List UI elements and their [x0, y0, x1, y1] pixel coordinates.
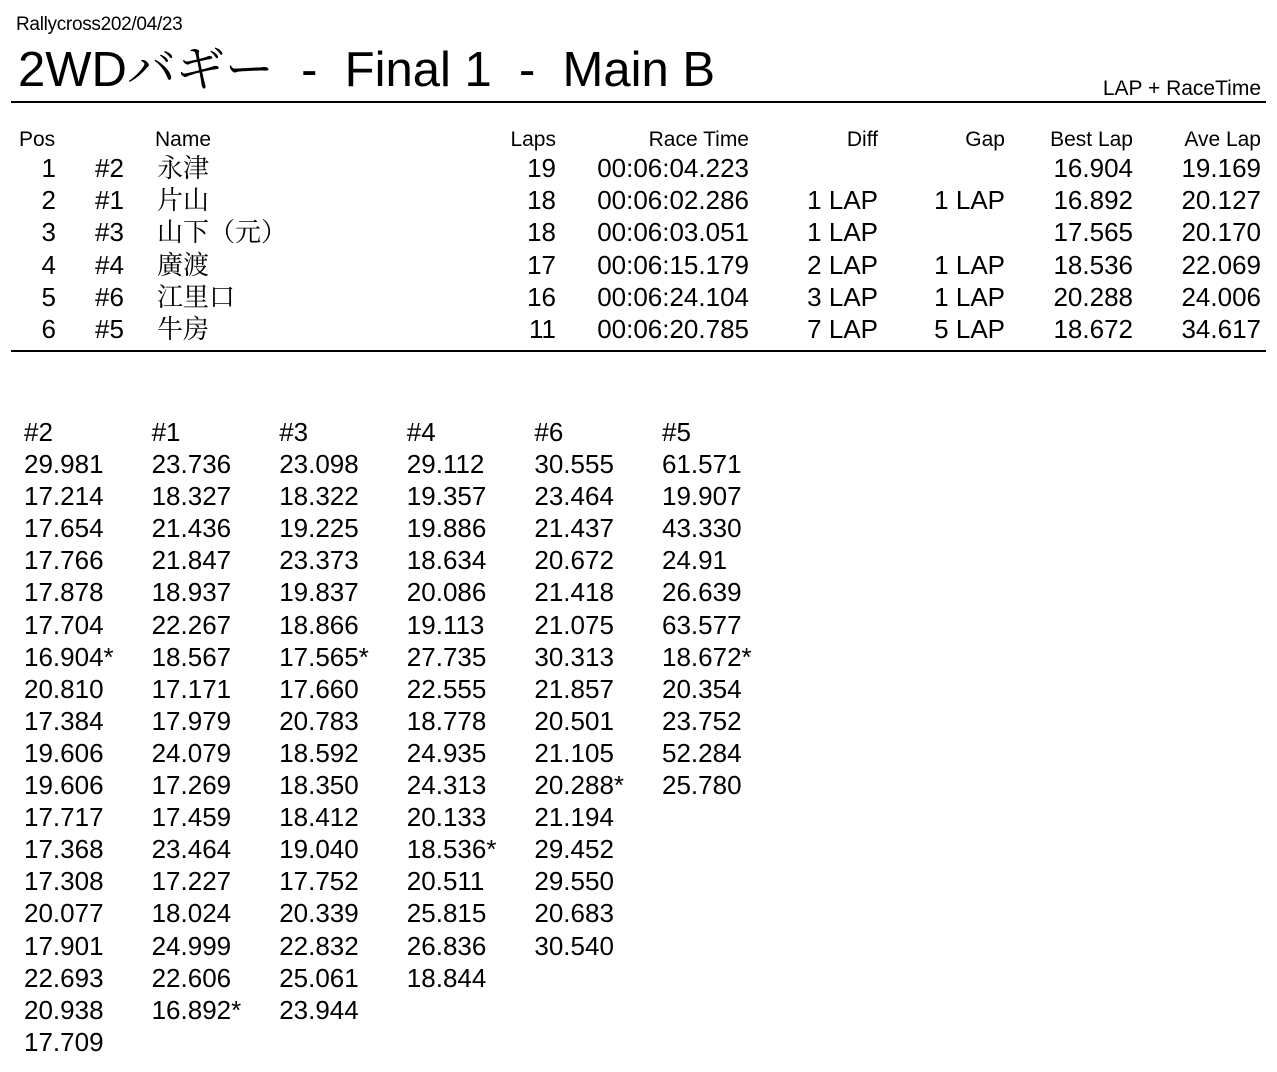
lap-time: 23.464 — [534, 481, 614, 512]
lap-time: 30.313 — [534, 641, 614, 672]
lap-time: 26.836 — [406, 930, 487, 961]
result-row — [0, 216, 1277, 248]
lap-time: 22.693 — [24, 962, 104, 993]
lap-time: 19.837 — [279, 577, 359, 608]
result-laps: 18 — [527, 217, 556, 248]
lap-time: 23.373 — [279, 545, 359, 576]
lap-time: 19.606 — [24, 770, 104, 801]
lap-column — [152, 416, 280, 1026]
lap-time: 27.735 — [406, 641, 487, 672]
result-row — [0, 249, 1277, 281]
lap-time: 24.91 — [662, 545, 728, 576]
lap-time: 20.783 — [279, 705, 359, 736]
lap-time: 22.832 — [279, 930, 359, 961]
lap-column-car-number: #3 — [279, 417, 309, 447]
lap-time: 18.937 — [151, 577, 232, 608]
lap-time: 23.752 — [662, 705, 742, 736]
lap-time: 17.878 — [24, 577, 104, 608]
result-diff: 7 LAP — [807, 314, 878, 344]
result-race-time: 00:06:20.785 — [597, 314, 749, 344]
lap-column-car-number: #5 — [662, 417, 691, 447]
lap-time: 17.766 — [24, 545, 104, 576]
lap-time: 17.565* — [279, 641, 369, 672]
lap-time: 18.412 — [279, 802, 359, 833]
lap-time: 20.339 — [279, 898, 359, 929]
lap-column — [24, 416, 152, 1058]
result-row — [0, 281, 1277, 313]
lap-time: 20.354 — [662, 673, 742, 704]
lap-time: 21.105 — [534, 737, 614, 768]
result-driver-name: 片山 — [157, 185, 210, 216]
lap-time: 18.327 — [151, 481, 232, 512]
lap-time: 19.606 — [24, 737, 104, 768]
lap-time: 24.999 — [151, 930, 232, 961]
col-header-ave-lap: Ave Lap — [1184, 128, 1261, 151]
result-race-time: 00:06:04.223 — [597, 153, 749, 183]
lap-time: 19.040 — [279, 834, 359, 865]
lap-time: 43.330 — [662, 513, 742, 544]
result-ave-lap: 24.006 — [1181, 281, 1261, 312]
lap-time: 20.672 — [534, 545, 614, 576]
result-best-lap: 18.536 — [1053, 249, 1133, 280]
lap-time: 29.981 — [24, 449, 104, 480]
lap-time: 18.024 — [151, 898, 232, 929]
result-race-time: 00:06:24.104 — [597, 281, 749, 312]
lap-time: 16.904* — [24, 641, 114, 672]
lap-time: 20.501 — [534, 705, 614, 736]
result-diff: 1 LAP — [807, 217, 878, 248]
lap-time: 22.606 — [151, 962, 232, 993]
result-car-number: #1 — [95, 185, 124, 216]
result-car-number: #2 — [95, 153, 124, 183]
result-race-time: 00:06:15.179 — [597, 249, 749, 280]
scoring-mode-label: LAP + RaceTime — [1102, 77, 1261, 100]
lap-time: 18.672* — [662, 641, 752, 672]
result-race-time: 00:06:03.051 — [597, 217, 749, 248]
lap-column — [534, 416, 662, 962]
result-pos: 6 — [41, 314, 56, 344]
lap-time: 17.459 — [151, 802, 232, 833]
lap-time: 63.577 — [662, 609, 742, 640]
lap-time: 18.322 — [279, 481, 359, 512]
lap-time: 20.133 — [406, 802, 487, 833]
lap-time: 21.418 — [534, 577, 614, 608]
lap-time: 20.511 — [406, 866, 485, 897]
lap-time: 23.098 — [279, 449, 359, 480]
lap-time: 61.571 — [662, 449, 742, 480]
lap-time: 19.225 — [279, 513, 359, 544]
lap-time: 17.269 — [151, 770, 232, 801]
lap-column-car-number: #4 — [406, 417, 436, 447]
lap-time: 20.810 — [24, 673, 104, 704]
lap-time: 18.844 — [406, 962, 487, 993]
result-ave-lap: 22.069 — [1181, 249, 1261, 280]
lap-time: 29.550 — [534, 866, 614, 897]
lap-time: 18.634 — [406, 545, 487, 576]
col-header-gap: Gap — [965, 128, 1005, 151]
result-diff: 2 LAP — [807, 249, 878, 280]
result-laps: 11 — [529, 314, 556, 344]
lap-time: 17.171 — [151, 673, 232, 704]
lap-time: 18.866 — [279, 609, 359, 640]
lap-time: 18.350 — [279, 770, 359, 801]
result-diff: 1 LAP — [807, 185, 878, 216]
lap-time: 25.061 — [279, 962, 359, 993]
col-header-name: Name — [155, 128, 212, 151]
result-car-number: #3 — [95, 217, 124, 248]
lap-column-car-number: #6 — [534, 417, 564, 447]
result-car-number: #5 — [95, 314, 124, 344]
result-pos: 5 — [41, 281, 56, 312]
lap-time: 20.938 — [24, 994, 104, 1025]
col-header-diff: Diff — [846, 128, 878, 151]
result-ave-lap: 34.617 — [1181, 314, 1261, 344]
lap-time: 25.815 — [406, 898, 487, 929]
result-best-lap: 16.904 — [1053, 153, 1133, 183]
lap-column-car-number: #1 — [151, 417, 181, 447]
lap-time: 19.907 — [662, 481, 742, 512]
result-best-lap: 16.892 — [1053, 185, 1133, 216]
lap-time: 22.555 — [406, 673, 487, 704]
result-pos: 2 — [41, 185, 56, 216]
result-gap: 5 LAP — [934, 314, 1005, 344]
lap-time: 21.857 — [534, 673, 614, 704]
lap-time: 21.436 — [151, 513, 232, 544]
lap-time: 19.886 — [406, 513, 487, 544]
lap-time: 18.592 — [279, 737, 359, 768]
result-pos: 3 — [41, 217, 56, 248]
lap-column — [662, 416, 790, 801]
report-title: 2WDバギー - Final 1 - Main B — [18, 43, 716, 97]
result-best-lap: 18.672 — [1053, 314, 1133, 344]
result-driver-name: 廣渡 — [157, 249, 210, 280]
result-laps: 18 — [527, 185, 556, 216]
lap-column — [407, 416, 535, 994]
lap-time: 16.892* — [151, 994, 242, 1025]
lap-time: 17.704 — [24, 609, 104, 640]
lap-time: 18.536* — [406, 834, 497, 865]
lap-time: 21.075 — [534, 609, 614, 640]
result-driver-name: 山下（元） — [157, 217, 288, 248]
lap-time: 29.452 — [534, 834, 614, 865]
result-car-number: #4 — [95, 249, 124, 280]
result-car-number: #6 — [95, 281, 124, 312]
col-header-best-lap: Best Lap — [1050, 128, 1133, 151]
lap-time: 22.267 — [151, 609, 232, 640]
lap-time: 19.357 — [406, 481, 487, 512]
lap-time: 20.288* — [534, 770, 625, 801]
lap-time: 29.112 — [406, 449, 485, 480]
report-subtitle: Rallycross202/04/23 — [16, 14, 183, 35]
top-divider — [11, 101, 1266, 103]
result-laps: 17 — [527, 249, 556, 280]
lap-time: 25.780 — [662, 770, 742, 801]
result-pos: 1 — [41, 153, 56, 183]
lap-time: 52.284 — [662, 737, 742, 768]
lap-time: 24.079 — [151, 737, 232, 768]
lap-time: 17.308 — [24, 866, 104, 897]
result-race-time: 00:06:02.286 — [597, 185, 749, 216]
lap-time: 20.683 — [534, 898, 614, 929]
result-row — [0, 152, 1277, 184]
lap-time: 23.464 — [151, 834, 232, 865]
result-ave-lap: 19.169 — [1181, 153, 1261, 183]
lap-time: 24.313 — [406, 770, 487, 801]
result-laps: 16 — [527, 281, 556, 312]
result-gap: 1 LAP — [934, 249, 1005, 280]
lap-time: 17.752 — [279, 866, 359, 897]
result-pos: 4 — [41, 249, 56, 280]
lap-time: 17.709 — [24, 1026, 104, 1057]
lap-time: 23.944 — [279, 994, 359, 1025]
lap-time: 20.077 — [24, 898, 104, 929]
lap-time: 18.567 — [151, 641, 232, 672]
result-driver-name: 永津 — [157, 153, 210, 183]
lap-column — [279, 416, 407, 1026]
col-header-pos: Pos — [19, 128, 56, 151]
result-laps: 19 — [527, 153, 556, 183]
lap-time: 19.113 — [406, 609, 485, 640]
bottom-divider — [11, 350, 1266, 352]
lap-time: 17.654 — [24, 513, 104, 544]
lap-time: 26.639 — [662, 577, 742, 608]
lap-time: 17.901 — [24, 930, 104, 961]
result-row — [0, 313, 1277, 345]
lap-time: 24.935 — [406, 737, 487, 768]
result-row — [0, 184, 1277, 216]
result-best-lap: 20.288 — [1053, 281, 1133, 312]
lap-time: 17.384 — [24, 705, 104, 736]
result-gap: 1 LAP — [934, 281, 1005, 312]
result-ave-lap: 20.127 — [1181, 185, 1261, 216]
result-driver-name: 牛房 — [157, 314, 210, 344]
result-gap: 1 LAP — [934, 185, 1005, 216]
result-best-lap: 17.565 — [1053, 217, 1133, 248]
col-header-laps: Laps — [510, 128, 556, 151]
lap-time: 17.979 — [151, 705, 232, 736]
lap-column-car-number: #2 — [24, 417, 53, 447]
result-ave-lap: 20.170 — [1181, 217, 1261, 248]
lap-time: 17.227 — [151, 866, 232, 897]
lap-time: 17.717 — [24, 802, 104, 833]
lap-time: 17.368 — [24, 834, 104, 865]
lap-time: 21.847 — [151, 545, 232, 576]
result-diff: 3 LAP — [807, 281, 878, 312]
lap-time: 20.086 — [406, 577, 487, 608]
col-header-race-time: Race Time — [648, 128, 749, 151]
lap-time: 17.214 — [24, 481, 104, 512]
lap-time: 17.660 — [279, 673, 359, 704]
lap-time: 21.194 — [534, 802, 614, 833]
lap-time: 18.778 — [406, 705, 487, 736]
lap-time: 21.437 — [534, 513, 614, 544]
lap-time: 30.540 — [534, 930, 614, 961]
lap-time: 23.736 — [151, 449, 232, 480]
result-driver-name: 江里口 — [157, 281, 236, 312]
lap-time: 30.555 — [534, 449, 614, 480]
